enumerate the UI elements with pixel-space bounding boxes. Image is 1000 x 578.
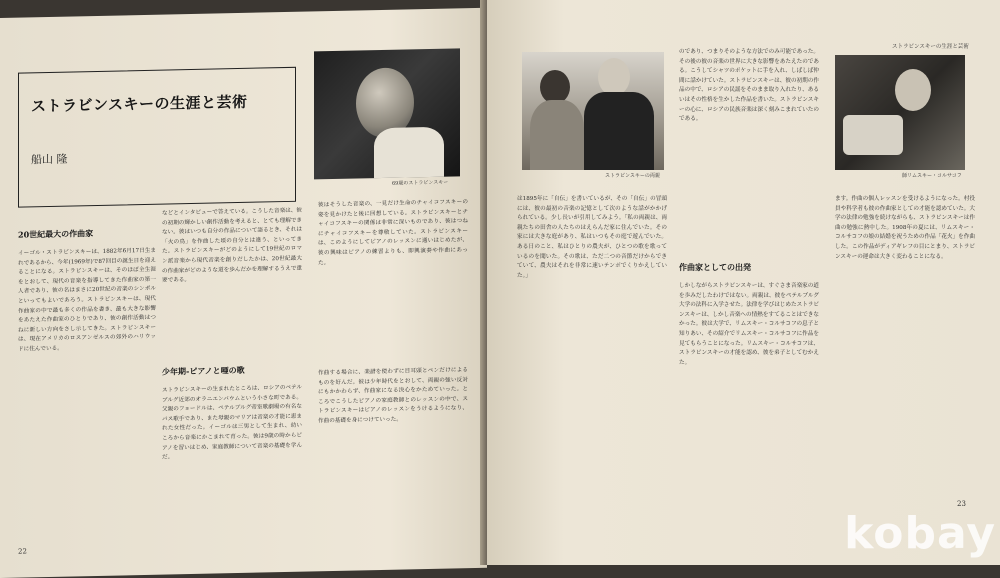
right-column-4: ます。作曲の個人レッスンを受けるようになった。村役員や科学者も彼の作曲家としての才能を認めていた。大学の法律の勉強を続けながらも、ストラビンスキーは作曲の勉強に熱中した。1908年の夏には、リムスキー・コルサコフの娘の結婚を祝うための作品「花火」を作曲した。この作品がディアギレフの目にとまり、ストラビンスキーの運命は大きく変わることになる。 — [835, 196, 975, 260]
right-column-1: は1895年に「自伝」を書いているが、その「自伝」の冒頭には、彼の最初の音楽の記憶として次のような話がかかげられている。少し長いが引用してみよう。「私の両親は、両親たちの田舎の人たちのはえらんだ家に住んでいた。その家には大きな庭があり、私はいつもその庭で遊んでいた。ある日のこと、私はひとりの農夫が、ひとつの歌を歌っているのを聞いた。その歌は、ただ二つの音節だけからできていて、農夫はそれを非常に速いテンポでくりかえしていた。」 — [517, 196, 667, 279]
right-page — [487, 0, 1000, 565]
parents-caption: ストラビンスキーの両親 — [605, 173, 660, 179]
photo-parents — [522, 52, 664, 170]
right-column-3: しかしながらストラビンスキーは、すぐさま音楽家の道を歩みだしたわけではない。両親は、彼をペテルブルグ大学の法科に入学させた。法律を学びはじめたストラビンスキーは、しかし音楽への情熱をすてることはできなかった。彼は大学で、リムスキー・コルサコフの息子と知りあい、その紹介でリムスキー・コルサコフに作品を見てもらうことになった。リムスキー・コルサコフは、ストラビンスキーの才能を認め、彼を弟子としてむかえた。 — [679, 283, 819, 366]
right-column-2: のであり、つまりそのような方法でのみ可能であった。その後の彼の音楽の世界に大きな影響をあたえたのである。こうしてシャツのポケットに手を入れ、しばしば仲間に話かけていた。ストラビンスキーは、彼の初期の作品の中で、ロシアの民謡をそのまま取り入れたり、あるいはその性格を生かした作品を書いた。ストラビンスキーの心に、ロシアの民族音楽は深く刻みこまれていたのである。 — [679, 49, 819, 123]
rimsky-caption: 師リムスキー・コルサコフ — [902, 173, 962, 179]
running-head: ストラビンスキーの生涯と芸術 — [892, 44, 969, 50]
left-column-3: 彼はそうした音楽の、一見だけ生命のチャイコフスキーの姿を見かけたと後に回想している。ストラビンスキーとチャイコフスキーの関係は非常に深いものであり、彼はつねにチャイコフスキーを尊敬していた。ストラビンスキーは、このようにしてピアノのレッスンに通いはじめたが、彼の興味はピアノの練習よりも、即興演奏や作曲にあった。 — [318, 199, 468, 266]
left-column-4: ストラビンスキーの生まれたところは、ロシアのペテルブルグ近郊のオラニエンバウムという小さな町である。父親のフョードルは、ペテルブルグ帝室歌劇場の有名なバス歌手であり、また母親のマリアは音楽の才能に恵まれた女性だった。イーゴルは三男として生まれ、幼いころから音楽にかこまれて育った。彼は9歳の時からピアノを習いはじめ、家庭教師について音楽の基礎を学んだ。 — [162, 384, 302, 461]
photo-rimsky-korsakov — [835, 55, 965, 170]
left-column-2: などとインタビューで答えている。こうした音楽は、彼の初期の輝かしい創作活動を考えると、とても理解できない。彼はいつも自分の作品について語るとき、それは「火の鳥」を作曲した頃の自分とは違う、といってきた。ストラビンスキーがどのようにして19世紀のロマン派音楽から現代音楽を創りだしたかは、20世紀最大の作曲家がどのような道を歩んだかを理解するうえで重要である。 — [162, 207, 302, 284]
article-author: 船山 隆 — [31, 152, 68, 167]
title-box — [18, 67, 296, 208]
left-page — [0, 8, 487, 578]
article-title: ストラビンスキーの生涯と芸術 — [31, 92, 248, 116]
section-heading-3: 作曲家としての出発 — [679, 262, 751, 272]
section-heading-1: 20世紀最大の作曲家 — [18, 228, 94, 240]
watermark-logo: kobay — [844, 508, 996, 559]
right-page-number: 23 — [957, 500, 966, 508]
left-page-number: 22 — [18, 547, 27, 556]
portrait-caption: 69歳のストラビンスキー — [392, 179, 449, 187]
portrait-photo-stravinsky — [314, 48, 460, 179]
left-column-1: イーゴル・ストラビンスキーは、1882年6月17日生まれであるから、今年(1969年)で87回目の誕生日を迎えることになる。ストラビンスキーは、そのほぼ全生涯をとおして、現代の音楽を指導してきた作曲家の第一人者であり、彼の名はまさに20世紀の音楽のシンボルといってもよいであろう。ストラビンスキーは、現代作曲家の中で最も多くの作品を書き、最も大きな影響をあたえた作曲家のひとりであり、彼の創作活動はつねに新しい方向をさし示してきた。ストラビンスキーは、現在アメリカのロスアンゼルスの郊外のハリウッドに住んでいる。 — [18, 247, 156, 353]
left-column-5: 作曲する場合に、楽譜を使わずに目耳頭とペンだけによるものを好んだ。彼は少年時代をとおして、両親の強い反対にもかかわらず、作曲家になる決心をかためていった。ところでこうしたピアノの家庭教師とのレッスンの中で、ストラビンスキーはピアノのレッスンをうけるようになり、作曲の基礎を身につけていった。 — [318, 367, 468, 425]
section-heading-2: 少年期-ピアノと唖の歌 — [162, 364, 245, 377]
